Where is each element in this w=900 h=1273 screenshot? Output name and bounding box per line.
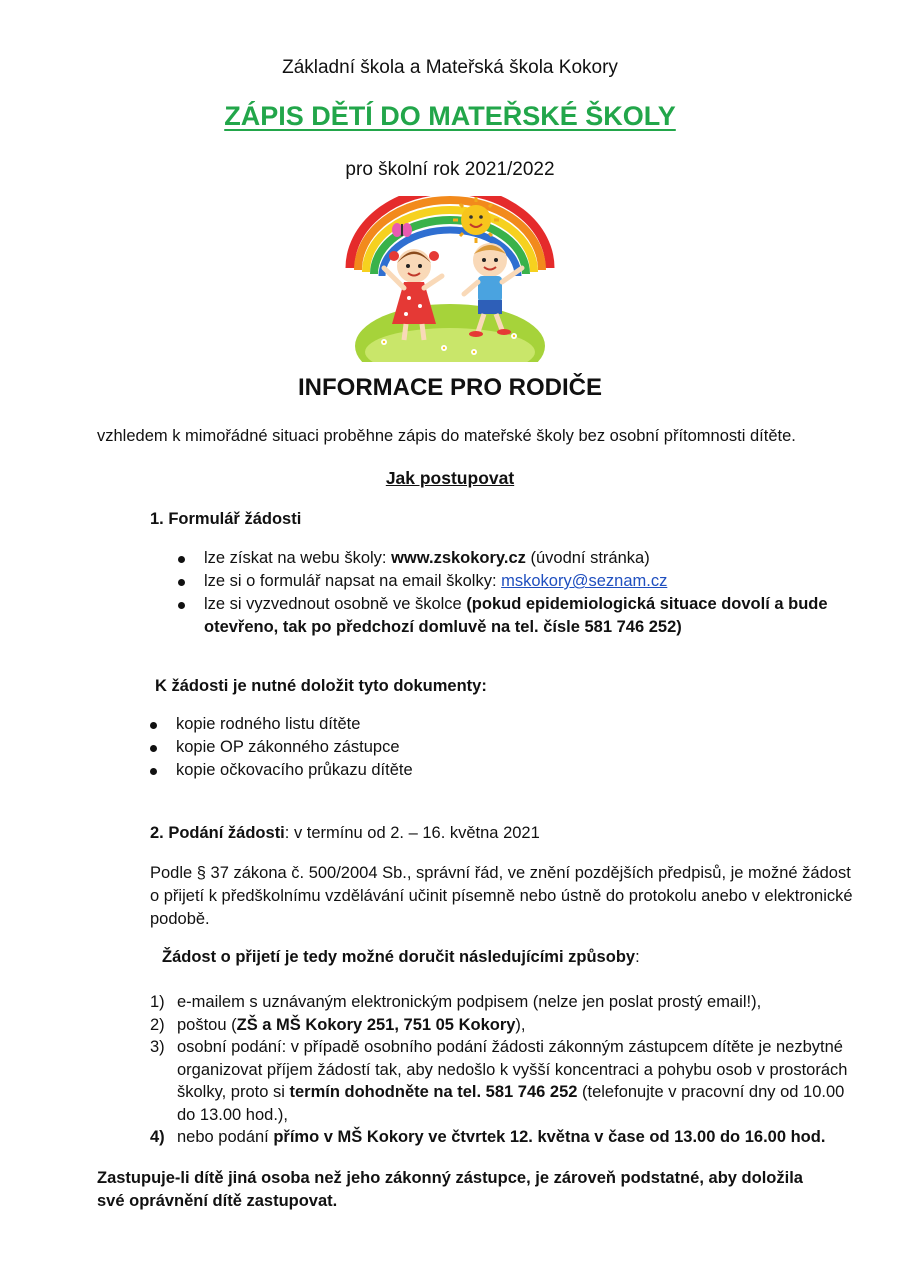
list-item: kopie OP zákonného zástupce: [148, 736, 748, 759]
section2-heading: 2. Podání žádosti: [150, 824, 285, 842]
documents-heading: K žádosti je nutné doložit tyto dokumenty:: [155, 677, 487, 695]
how-to-heading: Jak postupovat: [385, 468, 515, 488]
info-heading: INFORMACE PRO RODIČE: [297, 374, 602, 401]
ways-list: [150, 991, 862, 1149]
documents-list: [148, 713, 748, 782]
form-options-list: [176, 547, 836, 639]
section2-line: 2. Podání žádosti: v termínu od 2. – 16. května 2021: [150, 824, 540, 842]
list-item: kopie očkovacího průkazu dítěte: [148, 759, 748, 782]
list-item: 2) poštou (ZŠ a MŠ Kokory 251, 751 05 Kokory),: [150, 1015, 526, 1034]
list-item: lze si o formulář napsat na email školky: mskokory@seznam.cz: [176, 570, 836, 593]
school-year: pro školní rok 2021/2022: [345, 159, 555, 180]
list-item: 3) osobní podání: v případě osobního podání žádosti zákonným zástupcem dítěte je nezbytné organizovat příjem žádostí tak, aby nedošlo k vyšší koncentraci a pohybu osob v prostorách školky, proto si termín dohodněte na tel. 581 746 252 (telefonujte v pracovní dny od 10.00 do 13.00 hod.),: [150, 1038, 848, 1124]
intro-text: vzhledem k mimořádné situaci proběhne zápis do mateřské školy bez osobní přítomnosti dítěte.: [97, 427, 796, 445]
section1-heading: 1. Formulář žádosti: [150, 510, 302, 528]
children-rainbow-sun-illustration: [344, 196, 556, 362]
list-item: lze si vyzvednout osobně ve školce (pokud epidemiologická situace dovolí a bude otevřeno, tak po předchozí domluvě na tel. čísle 581 746 252): [176, 593, 836, 639]
ways-heading: Žádost o přijetí je tedy možné doručit následujícími způsoby:: [162, 948, 640, 966]
school-name: Základní škola a Mateřská škola Kokory: [282, 57, 618, 78]
email-link[interactable]: mskokory@seznam.cz: [501, 572, 668, 590]
school-website[interactable]: www.zskokory.cz: [391, 549, 526, 567]
legal-paragraph: Podle § 37 zákona č. 500/2004 Sb., správní řád, ve znění pozdějších předpisů, je možné žádost o přijetí k předškolnímu vzdělávání učinit písemně nebo ústně do protokolu anebo v elektronické podobě.: [150, 864, 853, 928]
list-item: kopie rodného listu dítěte: [148, 713, 748, 736]
list-item: lze získat na webu školy: www.zskokory.cz (úvodní stránka): [176, 547, 836, 570]
footer-note: Zastupuje-li dítě jiná osoba než jeho zákonný zástupce, je zároveň podstatné, aby doložila své oprávnění dítě zastupovat.: [97, 1169, 803, 1210]
page-title: ZÁPIS DĚTÍ DO MATEŘSKÉ ŠKOLY: [224, 101, 676, 131]
list-item: 1) e-mailem s uznávaným elektronickým podpisem (nelze jen poslat prostý email!),: [150, 993, 762, 1011]
list-item: 4) nebo podání přímo v MŠ Kokory ve čtvrtek 12. května v čase od 13.00 do 16.00 hod.: [150, 1128, 826, 1146]
